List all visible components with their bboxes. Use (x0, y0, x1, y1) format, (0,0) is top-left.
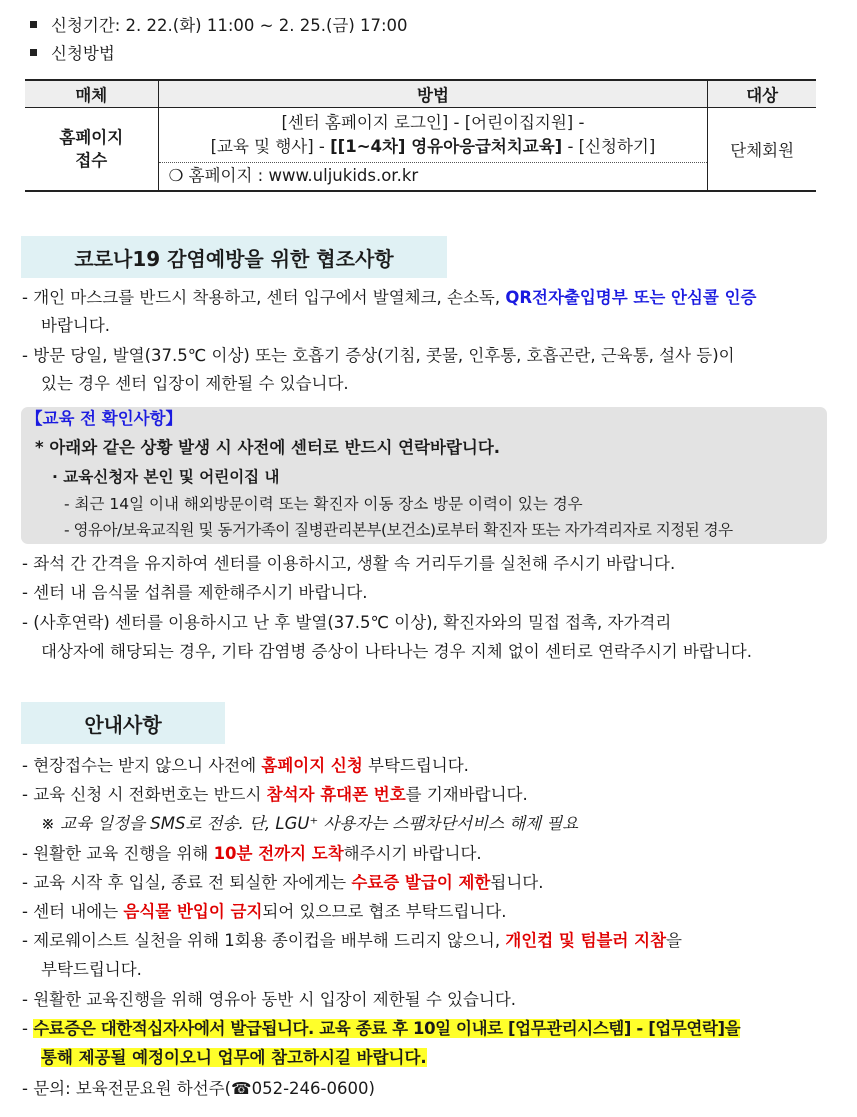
checklist-line-2: · 교육신청자 본인 및 어린이집 내 (52, 468, 280, 486)
method-path: [센터 홈페이지 로그인] - [어린이집지원] - [교육 및 행사] - [[1~4차] 영유아응급처치교육] - [신청하기] (159, 110, 708, 163)
covid-item-2: - 방문 당일, 발열(37.5℃ 이상) 또는 호흡기 증상(기침, 콧물, 인후통, 호흡곤란, 근육통, 설사 등)이 (22, 346, 735, 365)
notice-item-3: - 원활한 교육 진행을 위해 10분 전까지 도착해주시기 바랍니다. (22, 844, 482, 863)
method-cell (158, 108, 708, 192)
notice-item-9: - 문의: 보육전문요원 하선주(☎052-246-0600) (22, 1079, 375, 1098)
notice-item-5: - 센터 내에는 음식물 반입이 금지되어 있으므로 협조 부탁드립니다. (22, 902, 507, 921)
notice-item-7: - 원활한 교육진행을 위해 영유아 동반 시 입장이 제한될 수 있습니다. (22, 990, 517, 1009)
covid-section-title: 코로나19 감염예방을 위한 협조사항 (21, 236, 447, 278)
circle-bullet-icon: ❍ (168, 165, 184, 185)
header-target: 대상 (708, 80, 816, 108)
notice-item-2-note: ※ 교육 일정을 SMS로 전송. 단, LGU⁺ 사용자는 스팸차단서비스 해제 필요 (41, 814, 579, 833)
notice-item-6-cont: 부탁드립니다. (41, 960, 142, 979)
notice-item-6: - 제로웨이스트 실천을 위해 1회용 종이컵을 배부해 드리지 않으니, 개인컵 및 텀블러 지참을 (22, 931, 682, 950)
checklist-line-3: - 최근 14일 이내 해외방문이력 또는 확진자 이동 장소 방문 이력이 있는 경우 (64, 495, 583, 513)
notice-item-2: - 교육 신청 시 전화번호는 반드시 참석자 휴대폰 번호를 기재바랍니다. (22, 785, 528, 804)
application-period: 신청기간: 2. 22.(화) 11:00 ~ 2. 25.(금) 17:00 (30, 14, 408, 38)
application-method: 신청방법 (30, 42, 115, 66)
checklist-line-1: * 아래와 같은 상황 발생 시 사전에 센터로 반드시 연락바랍니다. (35, 438, 501, 457)
notice-item-8-cont: 통해 제공될 예정이오니 업무에 참고하시길 바랍니다. (41, 1048, 427, 1067)
header-media: 매체 (25, 80, 158, 108)
header-method: 방법 (158, 80, 708, 108)
covid-item-1-cont: 바랍니다. (41, 316, 111, 335)
target-cell: 단체회원 (730, 141, 795, 160)
application-table (25, 79, 816, 192)
covid-item-2-cont: 있는 경우 센터 입장이 제한될 수 있습니다. (41, 374, 349, 393)
checklist-line-4: - 영유아/보육교직원 및 동거가족이 질병관리본부(보건소)로부터 확진자 또는 자가격리자로 지정된 경우 (64, 521, 733, 539)
notice-item-4: - 교육 시작 후 입실, 종료 전 퇴실한 자에게는 수료증 발급이 제한됩니다. (22, 873, 544, 892)
square-bullet-icon (30, 21, 37, 28)
covid-item-5: - (사후연락) 센터를 이용하시고 난 후 발열(37.5℃ 이상), 확진자와의 밀접 접촉, 자가격리 (22, 613, 672, 632)
covid-item-3: - 좌석 간 간격을 유지하여 센터를 이용하시고, 생활 속 거리두기를 실천해 주시기 바랍니다. (22, 554, 676, 573)
covid-item-4: - 센터 내 음식물 섭취를 제한해주시기 바랍니다. (22, 583, 368, 602)
homepage-address: ❍ 홈페이지 : www.uljukids.or.kr (168, 165, 419, 185)
notice-item-8: - 수료증은 대한적십자사에서 발급됩니다. 교육 종료 후 10일 이내로 [업무관리시스템] - [업무연락]을 (22, 1019, 741, 1038)
notice-item-1: - 현장접수는 받지 않으니 사전에 홈페이지 신청 부탁드립니다. (22, 756, 469, 775)
covid-item-5-cont: 대상자에 해당되는 경우, 기타 감염병 증상이 나타나는 경우 지체 없이 센터로 연락주시기 바랍니다. (41, 642, 752, 661)
checklist-title: 【교육 전 확인사항】 (26, 409, 183, 428)
phone-icon: ☎ (231, 1079, 252, 1098)
covid-item-1: - 개인 마스크를 반드시 착용하고, 센터 입구에서 발열체크, 손소독, QR전자출입명부 또는 안심콜 인증 (22, 288, 757, 307)
table-header-row (25, 80, 816, 108)
square-bullet-icon (30, 49, 37, 56)
table-row (25, 108, 816, 192)
media-cell: 홈페이지 접수 (25, 108, 158, 192)
notice-section-title: 안내사항 (21, 702, 225, 744)
